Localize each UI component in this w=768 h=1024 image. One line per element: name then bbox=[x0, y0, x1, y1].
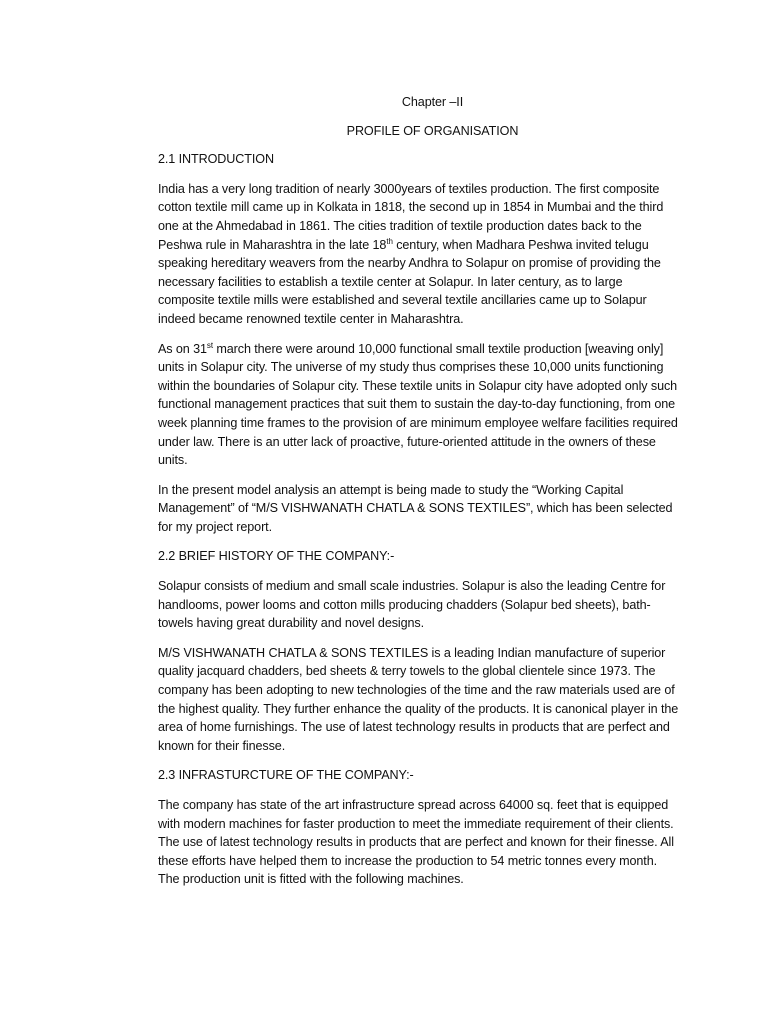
superscript: th bbox=[386, 236, 393, 246]
paragraph-history-1: Solapur consists of medium and small scale industries. Solapur is also the leading Centre for handlooms, power looms and cotton mills producing chadders (Solapur bed sheets), bath-towels having great durability and novel designs. bbox=[158, 579, 666, 631]
paragraph-intro-3: In the present model analysis an attempt is being made to study the “Working Capital Management” of “M/S VISHWANATH CHATLA & SONS TEXTILES”, which has been selected for my project report. bbox=[158, 482, 673, 534]
document-page bbox=[158, 93, 681, 900]
paragraph-history-2: M/S VISHWANATH CHATLA & SONS TEXTILES is a leading Indian manufacture of superior quality jacquard chadders, bed sheets & terry towels to the global clientele since 1973. The company has been adopting to new technologies of the time and the raw materials used are of the highest quality. They further enhance the quality of the products. It is canonical player in the area of home furnishings. The use of latest technology results in products that are perfect and known for their finesse. bbox=[158, 645, 679, 753]
section-heading-introduction: 2.1 INTRODUCTION bbox=[158, 152, 274, 167]
chapter-label: Chapter –II bbox=[401, 95, 464, 109]
section-heading-infrastructure: 2.3 INFRASTURCTURE OF THE COMPANY:- bbox=[158, 768, 414, 783]
paragraph-intro-1 bbox=[158, 180, 681, 329]
paragraph-infrastructure-1: The company has state of the art infrastructure spread across 64000 sq. feet that is equipped with modern machines for faster production to meet the immediate requirement of their clients. The use of latest technology results in products that are perfect and known for their finesse. All these efforts have helped them to increase the production to 54 metric tonnes every month. The production unit is fitted with the following machines. bbox=[158, 798, 674, 887]
paragraph-text: As on 31 bbox=[158, 341, 207, 356]
section-heading-history: 2.2 BRIEF HISTORY OF THE COMPANY:- bbox=[158, 549, 395, 564]
superscript: st bbox=[206, 340, 213, 350]
paragraph-text: India has a very long tradition of nearly 3000years of textiles production. The first composite cotton textile mill came up in Kolkata in 1818, the second up in 1854 in Mumbai and the third one at the Ahmedabad in 1861. The cities tradition of textile production dates back to the Peshwa rule in Maharashtra in the late 18 bbox=[158, 181, 664, 252]
paragraph-intro-2 bbox=[158, 340, 681, 470]
paragraph-text: march there were around 10,000 functional small textile production [weaving only] units in Solapur city. The universe of my study thus comprises these 10,000 units functioning within the boundaries of Solapur city. These textile units in Solapur city have adopted only such functional management practices that suit them to sustain the day-to-day functioning, from one week planning time frames to the provision of are minimum employee welfare facilities required under law. There is an utter lack of proactive, future-oriented attitude in the owners of these units. bbox=[158, 341, 678, 468]
page-title: PROFILE OF ORGANISATION bbox=[346, 123, 519, 138]
paragraph-text: century, when Madhara Peshwa invited telugu speaking hereditary weavers from the nearby Andhra to Solapur on promise of providing the necessary facilities to establish a textile center at Solapur. In later century, as to large composite textile mills were established and several textile ancillaries came up to Solapur indeed became renowned textile center in Maharashtra. bbox=[158, 237, 661, 326]
